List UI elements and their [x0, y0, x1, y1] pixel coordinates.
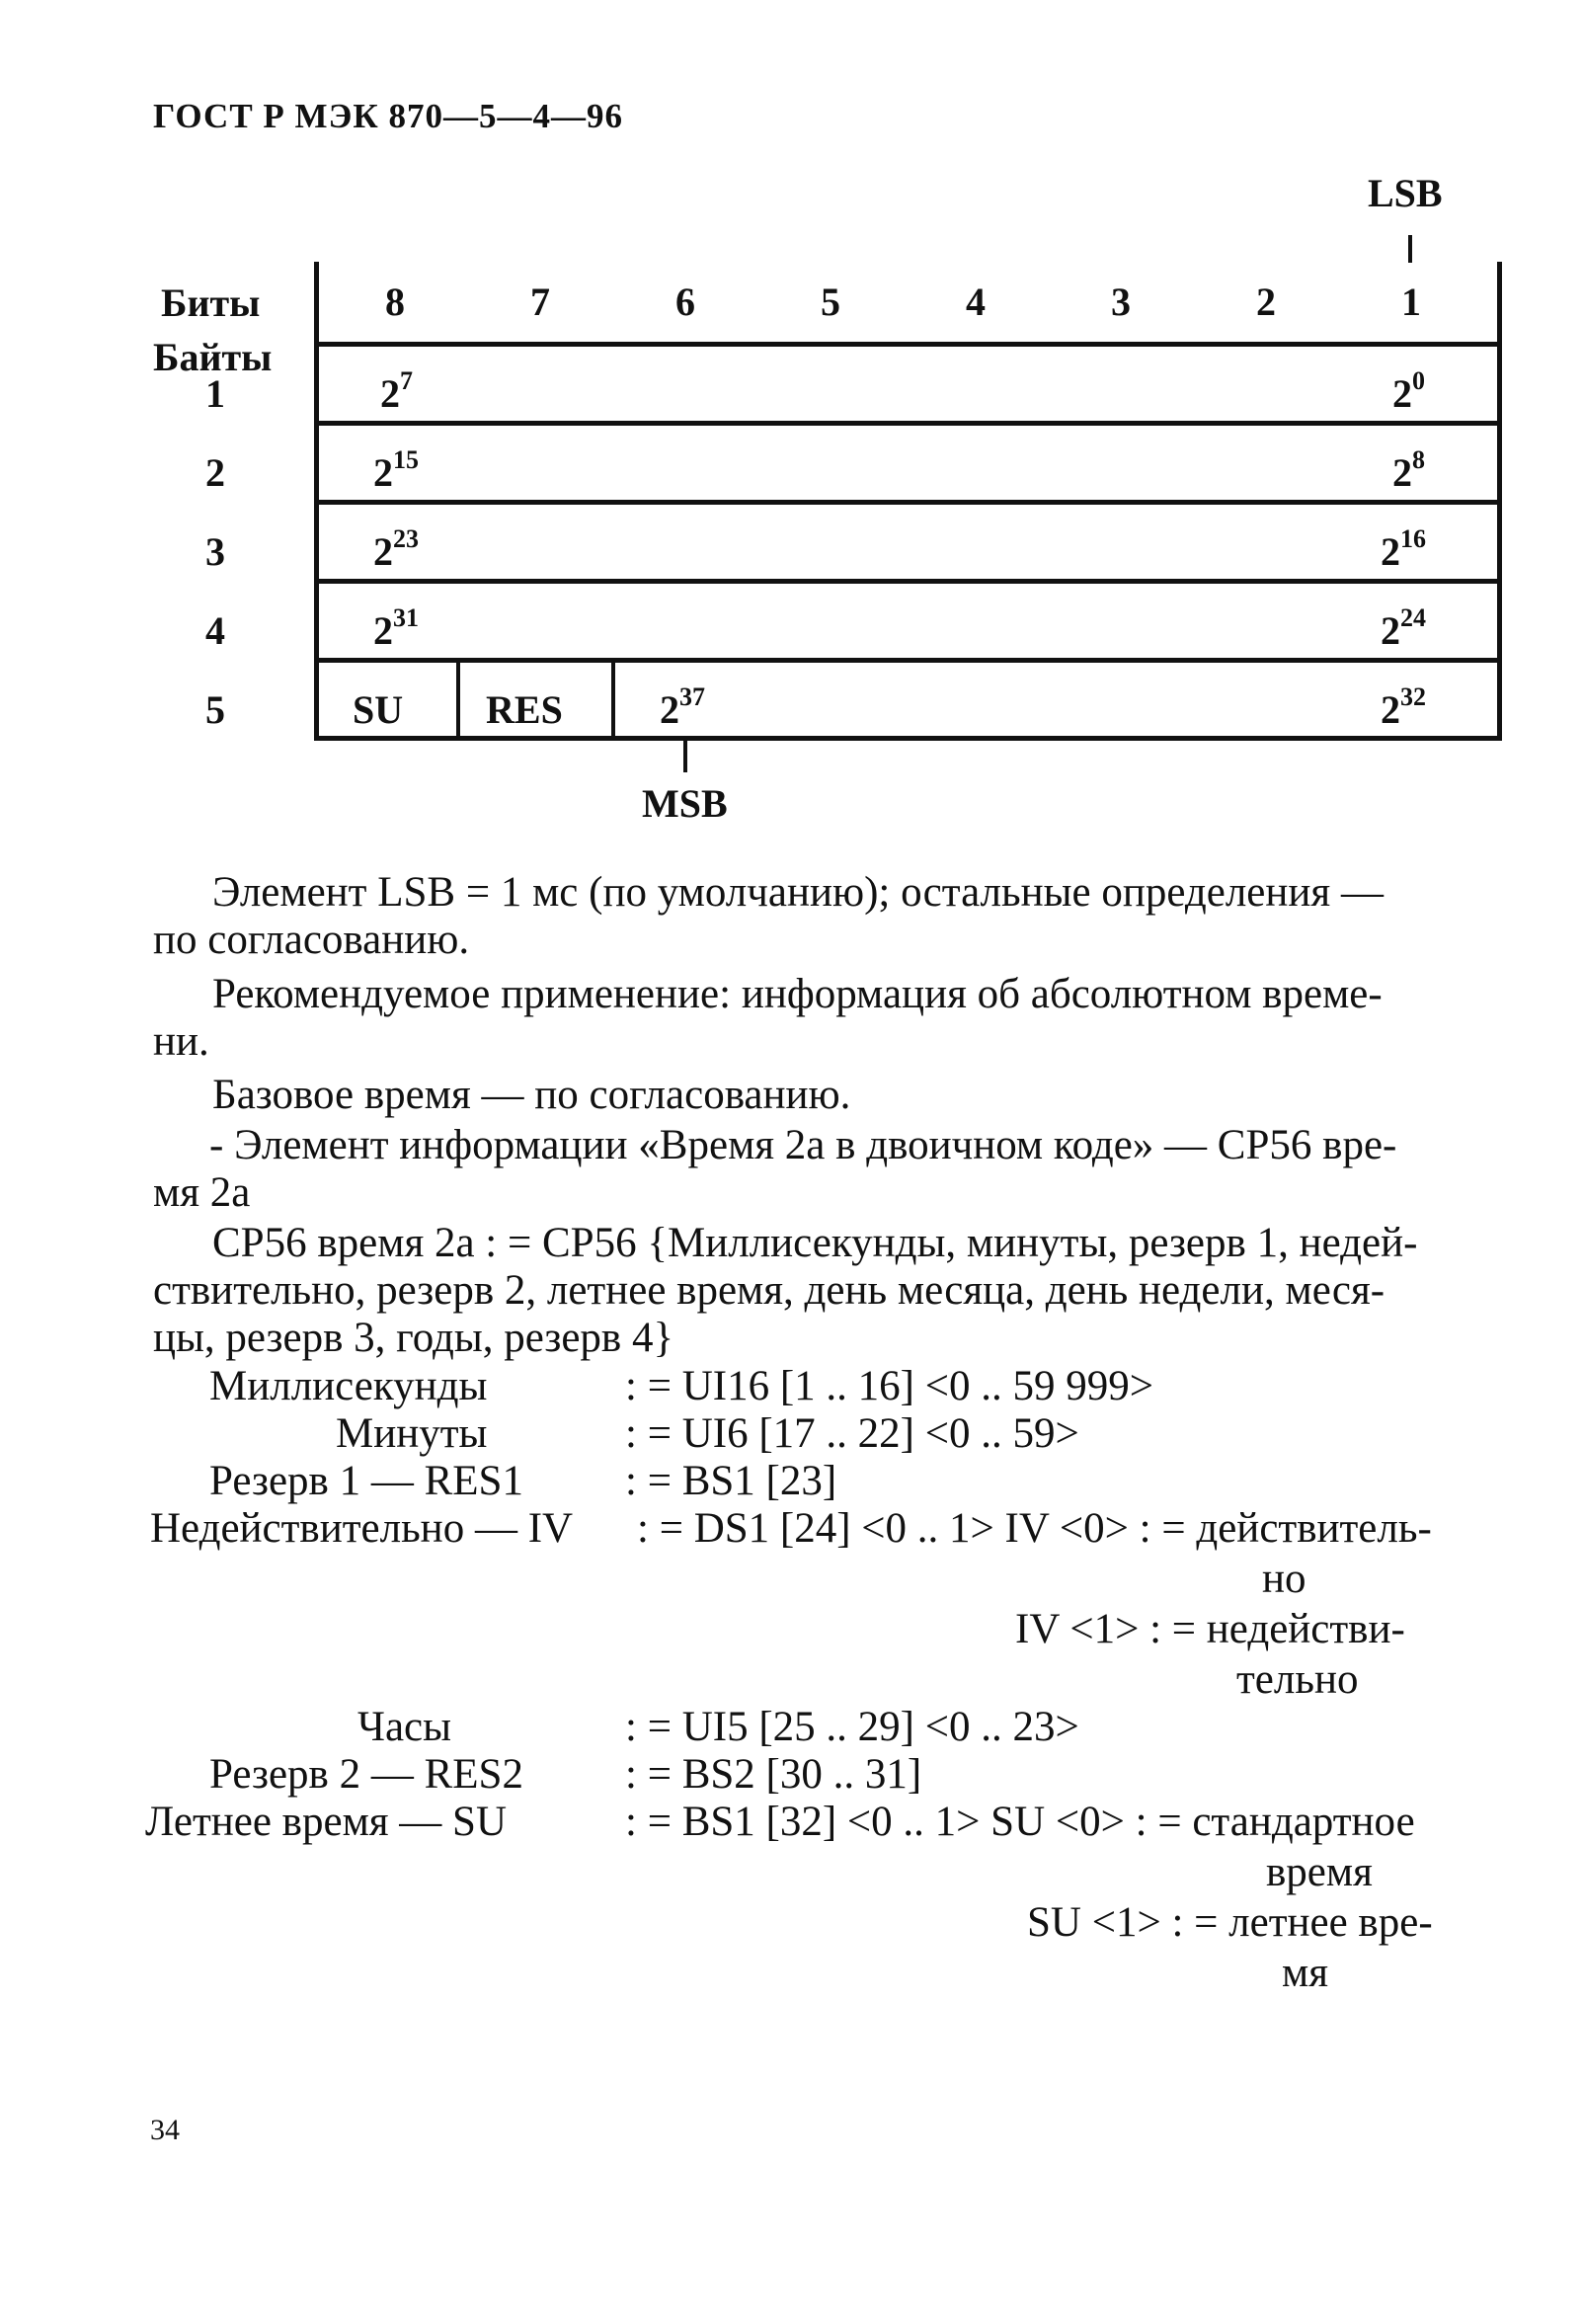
definition-name: Минуты — [336, 1410, 488, 1457]
row-divider — [314, 658, 1502, 663]
bit-weight-msb: $2^{31}$ — [373, 603, 419, 653]
bit-number: 7 — [530, 280, 550, 324]
definition-value: : = BS1 [23] — [625, 1458, 837, 1504]
bits-label: Биты — [161, 280, 261, 325]
definition-continuation: но — [1262, 1556, 1306, 1602]
lsb-tick — [1408, 235, 1412, 263]
byte-number: 1 — [205, 371, 225, 416]
definition-continuation: тельно — [1236, 1656, 1359, 1703]
definition-value: : = BS1 [32] <0 .. 1> SU <0> : = стандартное — [625, 1799, 1415, 1845]
res-field: RES — [486, 687, 563, 732]
bit-number: 5 — [821, 280, 840, 324]
su-divider — [456, 658, 460, 741]
bit-weight-msb: $2^{23}$ — [373, 524, 419, 574]
definition-value: : = UI5 [25 .. 29] <0 .. 23> — [625, 1704, 1079, 1750]
bit-weight-lsb: $2^{32}$ — [1381, 682, 1426, 732]
lsb-label: LSB — [1368, 171, 1443, 215]
bit-number: 4 — [966, 280, 986, 324]
res-divider — [611, 658, 615, 741]
bit-weight-lsb: $2^0$ — [1392, 366, 1425, 416]
definition-name: Недействительно — IV — [150, 1505, 574, 1552]
bytes-label: Байты — [153, 335, 273, 379]
bit-weight-msb: $2^7$ — [380, 366, 413, 416]
bit-weight-lsb: $2^8$ — [1392, 445, 1425, 495]
bit-weight-lsb: $2^{24}$ — [1381, 603, 1426, 653]
definition-value: : = UI6 [17 .. 22] <0 .. 59> — [625, 1410, 1079, 1457]
bit-weight-msb: $2^{15}$ — [373, 445, 419, 495]
byte-number: 2 — [205, 450, 225, 495]
bit-number: 8 — [385, 280, 405, 324]
definition-continuation: время — [1266, 1849, 1373, 1895]
bit-weight-lsb: $2^{16}$ — [1381, 524, 1426, 574]
bit-number: 3 — [1111, 280, 1131, 324]
bit-weight-msb: $2^{37}$ — [660, 682, 705, 732]
definition-name: Часы — [357, 1704, 452, 1750]
msb-label: MSB — [642, 781, 728, 826]
definition-continuation: SU <1> : = летнее вре- — [1027, 1899, 1433, 1946]
row-divider — [314, 342, 1502, 347]
page-number: 34 — [150, 2114, 180, 2146]
definition-name: Резерв 2 — RES2 — [209, 1751, 523, 1798]
definition-name: Миллисекунды — [209, 1363, 488, 1409]
msb-tick — [683, 741, 687, 772]
definition-value: : = UI16 [1 .. 16] <0 .. 59 999> — [625, 1363, 1153, 1409]
definition-name: Летнее время — SU — [145, 1799, 508, 1845]
byte-number: 3 — [205, 529, 225, 574]
definition-name: Резерв 1 — RES1 — [209, 1458, 523, 1504]
definition-value: : = BS2 [30 .. 31] — [625, 1751, 922, 1798]
byte-number: 4 — [205, 608, 225, 653]
byte-number: 5 — [205, 687, 225, 732]
bit-number: 1 — [1401, 280, 1421, 324]
su-field: SU — [353, 687, 404, 732]
bit-number: 6 — [675, 280, 695, 324]
row-divider — [314, 500, 1502, 505]
definition-continuation: IV <1> : = недействи- — [1015, 1606, 1405, 1652]
row-divider — [314, 579, 1502, 584]
definition-continuation: мя — [1282, 1950, 1328, 1996]
bit-number: 2 — [1256, 280, 1276, 324]
row-divider — [314, 421, 1502, 426]
page-header: ГОСТ Р МЭК 870—5—4—96 — [153, 97, 623, 135]
frame-bottom — [314, 736, 1502, 741]
definition-value: : = DS1 [24] <0 .. 1> IV <0> : = действитель- — [637, 1505, 1432, 1552]
